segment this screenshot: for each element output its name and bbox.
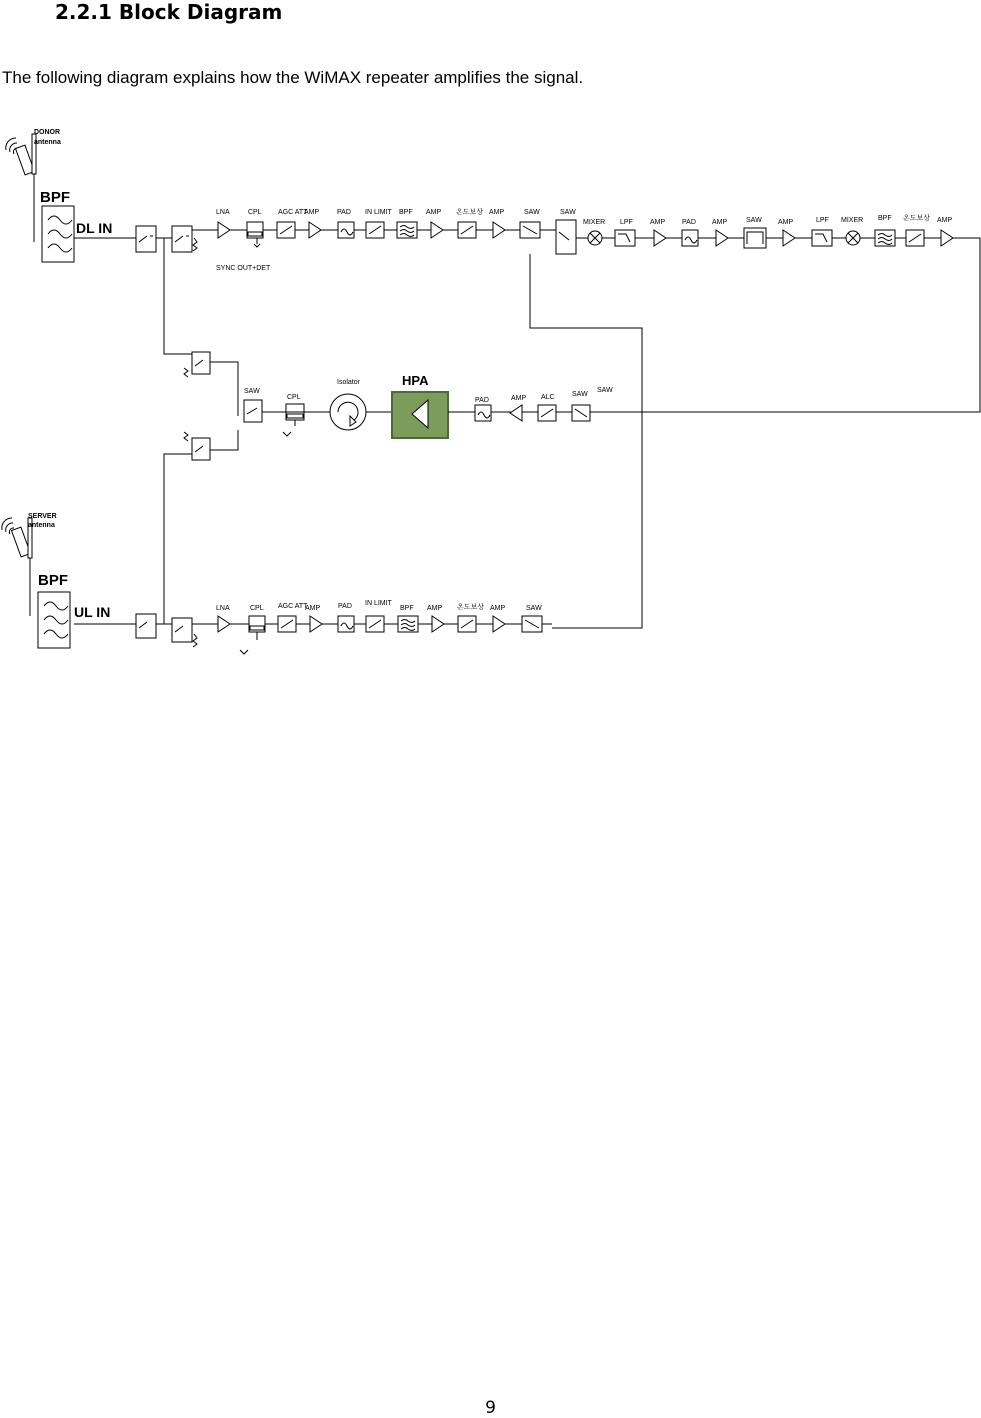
dl-amp6-label: AMP (778, 219, 794, 226)
ul-amp1-label: AMP (305, 605, 321, 612)
donor-antenna-label-2: antenna (34, 139, 61, 146)
dl-saw3-label: SAW (746, 217, 762, 224)
sync-out-label: SYNC OUT+DET (216, 265, 271, 272)
intro-paragraph: The following diagram explains how the WiMAX repeater amplifies the signal. (2, 68, 584, 87)
dl-agcatt-label: AGC ATT (278, 209, 308, 216)
dl-mixer1-label: MIXER (583, 219, 606, 226)
mid-amp-label: AMP (511, 395, 527, 402)
dl-lpf2-label: LPF (816, 217, 829, 224)
dl-bpf2-label: BPF (878, 215, 892, 222)
dl-amp5-label: AMP (712, 219, 728, 226)
ul-amp2-label: AMP (427, 605, 443, 612)
mid-pad-label: PAD (475, 397, 489, 404)
ul-agcatt-label: AGC ATT (278, 603, 308, 610)
mid-saw2-label: SAW (572, 391, 588, 398)
dl-pad-label: PAD (337, 209, 351, 216)
ul-bpf-label: BPF (38, 572, 68, 589)
ul-pad-label: PAD (338, 603, 352, 610)
dl-bpf-filter (42, 206, 74, 262)
ul-amp3-label: AMP (490, 605, 506, 612)
dl-amp1-label: AMP (304, 209, 320, 216)
mid-saw1-label: SAW (244, 388, 260, 395)
donor-antenna-label-1: DONOR (34, 129, 61, 136)
ul-cpl-label: CPL (250, 605, 264, 612)
ul-bpf-filter (38, 592, 70, 648)
dl-amp3-label: AMP (489, 209, 505, 216)
dl-mixer2-label: MIXER (841, 217, 864, 224)
server-antenna-label-2: antenna (28, 522, 55, 529)
block-diagram (0, 120, 981, 660)
dl-lpf1-label: LPF (620, 219, 633, 226)
hpa-label: HPA (402, 373, 429, 388)
dl-inlimit-label: IN LIMIT (365, 209, 392, 216)
ul-inlimit-label: IN LIMIT (365, 600, 392, 607)
dl-bpf-mid-label: BPF (399, 209, 413, 216)
isolator-label: Isolator (337, 379, 360, 386)
ul-chain-labels (216, 600, 542, 612)
dl-saw2-label: SAW (560, 209, 576, 216)
mid-switch-upper (192, 352, 210, 374)
dl-switch-2 (172, 226, 192, 252)
mid-switch-lower (192, 438, 210, 460)
dl-cpl-label: CPL (248, 209, 262, 216)
dl-chain-labels (216, 207, 953, 226)
dl-in-label: DL IN (76, 220, 113, 236)
ul-lna-label: LNA (216, 605, 230, 612)
dl-switch-1 (136, 226, 156, 252)
server-antenna-label-1: SERVER (28, 513, 57, 520)
dl-amp4-label: AMP (650, 219, 666, 226)
dl-temp1-label: 온도보상 (456, 209, 484, 216)
mid-saw-switch (244, 400, 262, 422)
ul-switch-2 (172, 618, 192, 642)
page-number: 9 (485, 1398, 496, 1418)
ul-switch-1 (136, 614, 156, 638)
dl-amp2-label: AMP (426, 209, 442, 216)
donor-antenna (6, 129, 61, 175)
ul-bpf-label-2: BPF (400, 605, 414, 612)
ul-saw-label: SAW (526, 605, 542, 612)
dl-bpf-label: BPF (40, 189, 70, 206)
server-antenna (2, 513, 57, 558)
isolator-symbol (330, 394, 366, 430)
dl-saw1-label: SAW (524, 209, 540, 216)
dl-temp2-label: 온도보상 (903, 215, 931, 222)
mid-saw3-label: SAW (597, 387, 613, 394)
section-heading: 2.2.1 Block Diagram (55, 0, 283, 24)
dl-lna-label: LNA (216, 209, 230, 216)
dl-pad2-label: PAD (682, 219, 696, 226)
ul-in-label: UL IN (74, 604, 111, 620)
dl-amp7-label: AMP (937, 217, 953, 224)
ul-temp-label: 온도보상 (457, 604, 485, 611)
mid-alc-label: ALC (541, 394, 555, 401)
mid-cpl-label: CPL (287, 394, 301, 401)
